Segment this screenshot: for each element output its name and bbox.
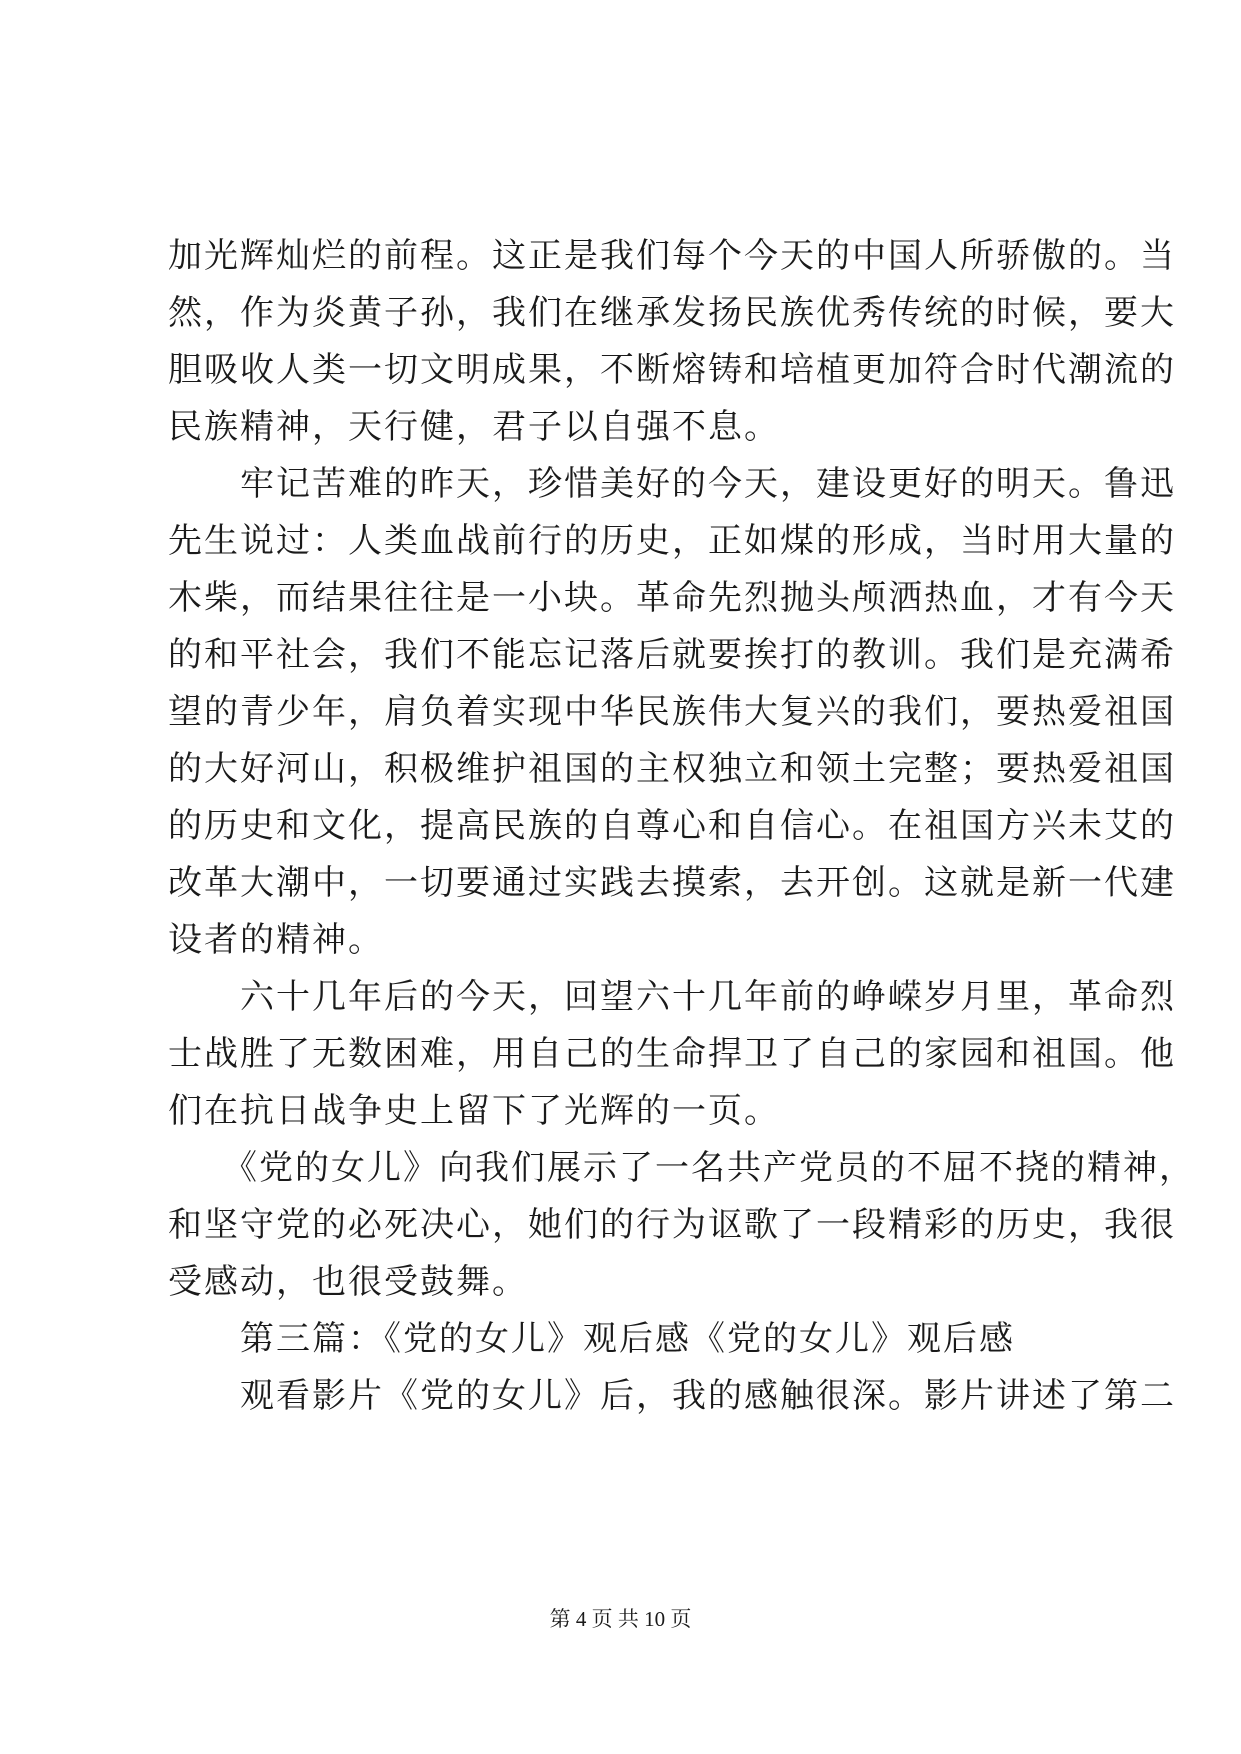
text-line: 受感动，也很受鼓舞。 — [168, 1262, 528, 1302]
section-heading: 第三篇：《党的女儿》观后感《党的女儿》观后感 — [168, 1319, 1015, 1359]
text-line: 设者的精神。 — [168, 920, 384, 960]
text-line: 的大好河山，积极维护祖国的主权独立和领土完整；要热爱祖国 — [168, 749, 1176, 789]
body-text — [168, 228, 1195, 1425]
text-line: 观看影片《党的女儿》后，我的感触很深。影片讲述了第二 — [168, 1376, 1176, 1416]
text-line: 们在抗日战争史上留下了光辉的一页。 — [168, 1091, 780, 1131]
text-line: 的和平社会，我们不能忘记落后就要挨打的教训。我们是充满希 — [168, 635, 1176, 675]
text-line: 然，作为炎黄子孙，我们在继承发扬民族优秀传统的时候，要大 — [168, 293, 1176, 333]
text-line: 望的青少年，肩负着实现中华民族伟大复兴的我们，要热爱祖国 — [168, 692, 1176, 732]
text-line: 木柴，而结果往往是一小块。革命先烈抛头颅洒热血，才有今天 — [168, 578, 1176, 618]
text-line: 加光辉灿烂的前程。这正是我们每个今天的中国人所骄傲的。当 — [168, 236, 1176, 276]
text-line: 和坚守党的必死决心，她们的行为讴歌了一段精彩的历史，我很 — [168, 1205, 1176, 1245]
text-line: 牢记苦难的昨天，珍惜美好的今天，建设更好的明天。鲁迅 — [168, 464, 1176, 504]
text-line: 胆吸收人类一切文明成果，不断熔铸和培植更加符合时代潮流的 — [168, 350, 1176, 390]
text-line: 六十几年后的今天，回望六十几年前的峥嵘岁月里，革命烈 — [168, 977, 1176, 1017]
text-line: 《党的女儿》向我们展示了一名共产党员的不屈不挠的精神， — [168, 1148, 1195, 1188]
text-line: 民族精神，天行健，君子以自强不息。 — [168, 407, 780, 447]
text-line: 先生说过：人类血战前行的历史，正如煤的形成，当时用大量的 — [168, 521, 1176, 561]
text-line: 士战胜了无数困难，用自己的生命捍卫了自己的家园和祖国。他 — [168, 1034, 1176, 1074]
page-footer: 第 4 页 共 10 页 — [549, 1607, 692, 1631]
text-line: 改革大潮中，一切要通过实践去摸索，去开创。这就是新一代建 — [168, 863, 1176, 903]
text-line: 的历史和文化，提高民族的自尊心和自信心。在祖国方兴未艾的 — [168, 806, 1176, 846]
